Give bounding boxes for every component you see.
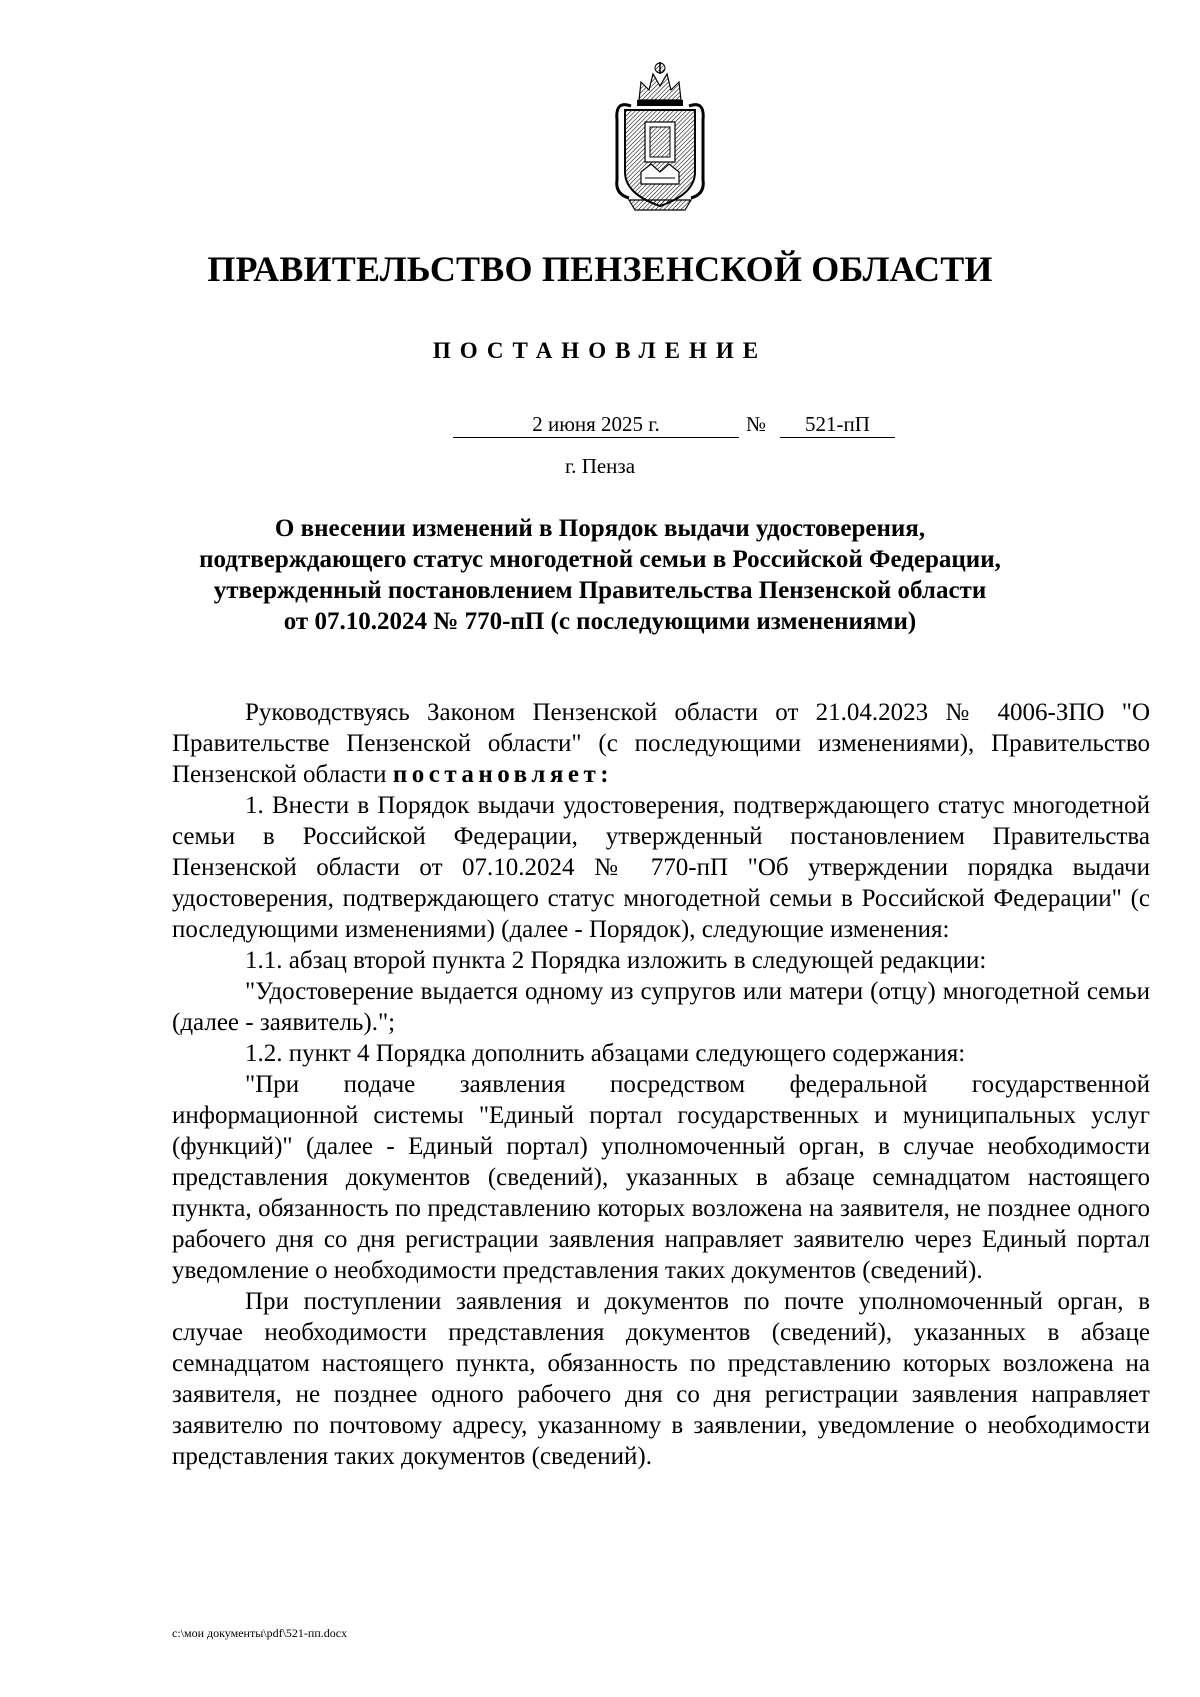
government-title: ПРАВИТЕЛЬСТВО ПЕНЗЕНСКОЙ ОБЛАСТИ	[207, 249, 993, 289]
paragraph-1-2-quote-1: "При подаче заявления посредством федеральной государственной информационной системы "Единый портал государственных и муниципальных услуг (функций)" (далее - Единый портал) уполномоченный орган, в случае необходимости представления документов (сведений), указанных в абзаце семнадцатом настоящего пункта, обязанность по представлению которых возложена на заявителя, не позднее одного рабочего дня со дня регистрации заявления направляет заявителю через Единый портал уведомление о необходимости представления таких документов (сведений).	[172, 1071, 1150, 1284]
paragraph-1-2: 1.2. пункт 4 Порядка дополнить абзацами следующего содержания:	[245, 1040, 966, 1067]
heading-line: О внесении изменений в Порядок выдачи удостоверения,	[274, 515, 926, 542]
file-path-footer: c:\мои документы\pdf\521-пп.docx	[172, 1626, 348, 1640]
intro-text: Руководствуясь Законом Пензенской области от 21.04.2023 № 4006-ЗПО "О Правительстве Пензенской области" (с последующими изменениями), Правительство Пензенской области	[172, 699, 1150, 788]
document-type: ПОСТАНОВЛЕНИЕ	[432, 338, 768, 363]
coat-of-arms-emblem	[601, 60, 719, 216]
document-body	[172, 697, 1150, 1472]
document-number: 521-пП	[780, 411, 895, 438]
heading-line: утвержденный постановлением Правительства Пензенской области	[213, 577, 987, 604]
paragraph-1-2-quote-2: При поступлении заявления и документов по почте уполномоченный орган, в случае необходимости представления документов (сведений), указанных в абзаце семнадцатом настоящего пункта, обязанность по представлению которых возложена на заявителя, не позднее одного рабочего дня со дня регистрации заявления направляет заявителю по почтовому адресу, указанному в заявлении, уведомление о необходимости представления таких документов (сведений).	[172, 1288, 1150, 1470]
intro-paragraph	[172, 697, 1150, 790]
heading-line: от 07.10.2024 № 770-пП (с последующими изменениями)	[283, 608, 917, 635]
paragraph-1-1: 1.1. абзац второй пункта 2 Порядка изложить в следующей редакции:	[245, 947, 987, 974]
decree-word: постановляет:	[392, 761, 614, 788]
document-date: 2 июня 2025 г.	[453, 411, 739, 438]
paragraph-1: 1. Внести в Порядок выдачи удостоверения, подтверждающего статус многодетной семьи в Российской Федерации, утвержденный постановлением Правительства Пензенской области от 07.10.2024 № 770-пП "Об утверждении порядка выдачи удостоверения, подтверждающего статус многодетной семьи в Российской Федерации" (с последующими изменениями) (далее - Порядок), следующие изменения:	[172, 792, 1150, 943]
paragraph-1-1-quote: "Удостоверение выдается одному из супругов или матери (отцу) многодетной семьи (далее - заявитель).";	[172, 978, 1150, 1036]
heading-line: подтверждающего статус многодетной семьи в Российской Федерации,	[199, 546, 1001, 573]
document-heading	[150, 513, 1050, 637]
number-sign: №	[746, 412, 767, 436]
coat-of-arms-icon	[601, 60, 719, 216]
document-city: г. Пенза	[564, 454, 636, 478]
